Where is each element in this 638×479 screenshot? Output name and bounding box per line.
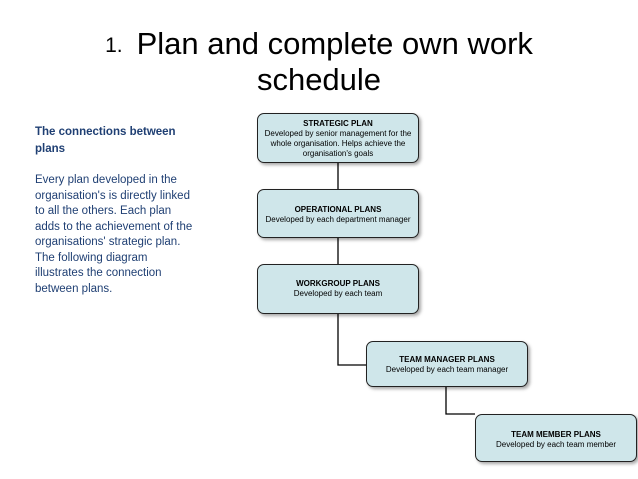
team-manager-plans-description: Developed by each team manager <box>385 365 509 374</box>
team-member-plans-title: TEAM MEMBER PLANS <box>511 430 601 439</box>
slide-title-text: Plan and complete own work <box>136 26 533 61</box>
connector-teammanager-teammember <box>446 387 475 414</box>
strategic-plan-title: STRATEGIC PLAN <box>303 119 373 128</box>
team-manager-plans-box <box>366 341 528 387</box>
section-heading: The connections between plans <box>35 126 176 155</box>
operational-plans-title: OPERATIONAL PLANS <box>294 205 382 214</box>
slide-title-line-2: schedule <box>256 62 382 97</box>
operational-plans-box <box>257 189 419 238</box>
workgroup-plans-box <box>257 264 419 314</box>
workgroup-plans-description: Developed by each team <box>293 289 383 298</box>
operational-plans-description: Developed by each department manager <box>265 215 411 224</box>
strategic-plan-box <box>257 113 419 163</box>
team-manager-plans-title: TEAM MANAGER PLANS <box>399 355 495 364</box>
body-paragraph: Every plan developed in the organisation's is directly linked to all the others. Each plan adds to the achievement of the organisations' strategic plan. The following diagram illustrates the connection between plans. <box>35 174 193 295</box>
workgroup-plans-title: WORKGROUP PLANS <box>296 279 380 288</box>
connector-workgroup-teammanager <box>338 314 366 365</box>
team-member-plans-description: Developed by each team member <box>495 440 617 449</box>
strategic-plan-description: Developed by senior management for the whole organisation. Helps achieve the organisation's goals <box>264 129 412 158</box>
slide-number: 1. <box>105 34 123 57</box>
team-member-plans-box <box>475 414 637 462</box>
